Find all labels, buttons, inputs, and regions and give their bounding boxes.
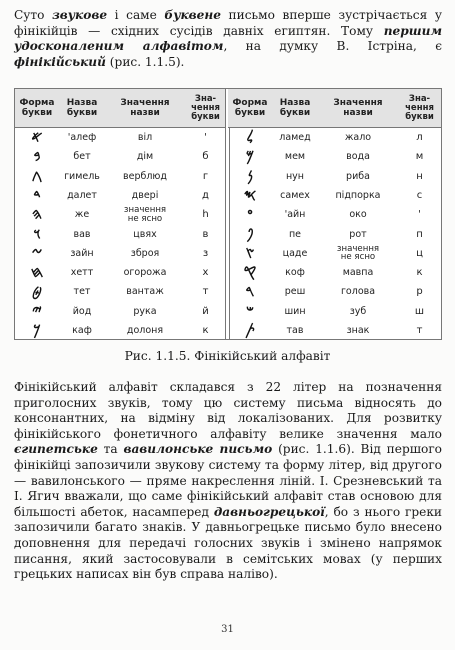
letter-glyph: 𐤌 [245, 147, 255, 166]
table-row [15, 186, 226, 205]
table-row [15, 282, 226, 301]
name-meaning: верблюд [123, 170, 167, 182]
letter-glyph: 𐤔 [246, 301, 254, 320]
letter-glyph: 𐤐 [246, 224, 254, 243]
emphasized-term: єгипетське [14, 442, 98, 457]
emphasized-term: фінікійський [14, 54, 106, 69]
name-meaning: вантаж [126, 286, 164, 298]
name-meaning: риба [346, 170, 370, 182]
table-row [228, 147, 441, 166]
table-header-right [228, 89, 441, 128]
name-meaning: знак [346, 325, 370, 336]
table-row [15, 128, 226, 147]
letter-name: бет [73, 151, 91, 163]
letter-glyph: 𐤓 [245, 282, 255, 301]
name-meaning: зуб [349, 305, 367, 317]
table-row [228, 263, 441, 282]
letter-name: ламед [279, 132, 311, 143]
letter-value: ' [204, 132, 207, 143]
page-number: 31 [221, 624, 234, 635]
letter-value: к [202, 325, 209, 336]
paragraph-text: та [97, 442, 124, 457]
letter-value: к [416, 267, 423, 279]
name-meaning: віл [137, 132, 153, 143]
figure-caption: Рис. 1.1.5. Фінікійський алфавіт [124, 349, 331, 363]
letter-glyph: 𐤅 [33, 224, 41, 243]
letter-name: реш [284, 286, 306, 298]
table-row [228, 225, 441, 244]
table-row [15, 225, 226, 244]
header-letter-form: Форма букви [232, 98, 268, 118]
letter-glyph: 𐤄 [31, 205, 43, 224]
table-row [228, 244, 441, 263]
letter-name: далет [67, 189, 97, 201]
header-letter-name: Назва букви [66, 98, 98, 118]
table-left-half [15, 89, 226, 339]
table-row [15, 302, 226, 321]
letter-name: тав [286, 325, 304, 336]
letter-value: с [416, 189, 423, 201]
header-letter-value: Зна- чення букви [405, 93, 434, 122]
paragraph-text: Фінікійський алфавіт складався з 22 літер на позначення приголосних звуків, тому цю систему письма відносять до консонантних, на відміну від локалізованих. Для розвитку фінікійського фонетичного алфавіту велике значення мало [14, 380, 446, 441]
table-right-half [228, 89, 441, 339]
table-row [15, 321, 226, 340]
letter-value: в [202, 228, 209, 240]
letter-name: нун [285, 170, 305, 182]
table-row [15, 263, 226, 282]
table-row [228, 205, 441, 224]
letter-name: вав [73, 228, 91, 240]
table-body-left [15, 128, 226, 339]
emphasized-term: давньогрецької [213, 504, 325, 519]
letter-glyph: 𐤁 [33, 147, 41, 166]
letter-value: т [202, 286, 209, 298]
letter-name: коф [285, 267, 305, 279]
name-meaning: мавпа [342, 267, 374, 279]
emphasized-term: першим удосконаленим алфавітом [14, 23, 447, 54]
letter-value: й [202, 305, 209, 317]
letter-value: б [202, 151, 209, 163]
emphasized-term: буквене [164, 8, 221, 22]
paragraph-text: (рис. 1.1.5). [105, 54, 185, 69]
name-meaning: двері [131, 189, 159, 201]
table-row [228, 167, 441, 186]
letter-value: г [202, 170, 209, 182]
letter-glyph: 𐤆 [31, 243, 43, 262]
letter-glyph: 𐤕 [245, 321, 255, 339]
letter-name: цаде [282, 247, 308, 259]
letter-value: т [416, 325, 423, 336]
letter-name: йод [72, 305, 92, 317]
header-name-meaning: Значення назви [333, 98, 383, 118]
letter-glyph: 𐤂 [31, 166, 43, 185]
letter-name: 'айн [284, 209, 306, 221]
letter-glyph: 𐤋 [246, 128, 254, 146]
name-meaning: голова [340, 286, 376, 298]
letter-name: мем [284, 151, 306, 163]
letter-value: р [416, 286, 423, 298]
intro-paragraph [14, 8, 447, 70]
header-letter-form: Форма букви [19, 98, 55, 118]
letter-glyph: 𐤒 [243, 263, 257, 282]
paragraph-text: , на думку В. Істріна, є [223, 39, 446, 54]
letter-name: шин [284, 305, 306, 317]
name-meaning: вода [346, 151, 370, 163]
letter-name: зайн [70, 247, 94, 259]
name-meaning: цвях [133, 228, 157, 240]
name-meaning: долоня [126, 325, 164, 336]
name-meaning: огорожа [123, 267, 167, 279]
phoenician-alphabet-table [14, 88, 442, 340]
name-meaning: підпорка [335, 189, 381, 201]
emphasized-term: вавилонське письмо [123, 442, 273, 457]
letter-name: 'алеф [67, 132, 97, 143]
letter-name: тет [73, 286, 91, 298]
body-paragraph [14, 380, 446, 583]
paragraph-text: і саме [107, 8, 165, 22]
letter-glyph: 𐤃 [33, 185, 41, 204]
table-row [15, 244, 226, 263]
paragraph-text: , бо з нього греки запозичили багато знаків. У давньогрецьке письмо було внесено доповнення для передачі голосних звуків і змінено напрямок писання, який застосовували в семітських мовах (у перших грецьких написах він був справа наліво). [14, 504, 446, 582]
header-name-meaning: Значення назви [120, 98, 170, 118]
letter-value: х [202, 267, 209, 279]
letter-name: гимель [64, 170, 100, 182]
letter-glyph: 𐤈 [32, 282, 42, 301]
letter-value: д [202, 189, 209, 201]
letter-glyph: 𐤇 [30, 263, 44, 282]
table-row [228, 186, 441, 205]
table-row [228, 128, 441, 147]
letter-value: ' [418, 209, 421, 221]
letter-glyph: 𐤑 [245, 243, 255, 262]
letter-name: самех [280, 189, 310, 201]
name-meaning: значення не ясно [336, 243, 380, 263]
name-meaning: око [349, 209, 367, 221]
header-letter-name: Назва букви [279, 98, 311, 118]
letter-glyph: 𐤀 [31, 128, 43, 146]
name-meaning: значення не ясно [123, 205, 167, 224]
table-row [228, 282, 441, 301]
name-meaning: дім [136, 151, 154, 163]
paragraph-text: (рис. 1.1.6). Від першого фінікійці запозичили звукову систему та форму літер, від другого — вавилонського — пряме накреслення ліній. І. Срезневський та І. Ягич вважали, що саме фінікійський алфавіт став основою для більшості абеток, насамперед [14, 442, 446, 519]
name-meaning: рот [349, 228, 367, 240]
letter-value: л [416, 132, 423, 143]
letter-glyph: 𐤎 [243, 185, 257, 204]
letter-value: з [202, 247, 209, 259]
paragraph-text: Суто [14, 8, 53, 22]
letter-name: пе [288, 228, 302, 240]
table-row [228, 302, 441, 321]
table-row [15, 147, 226, 166]
letter-value: п [416, 228, 423, 240]
letter-value: h [202, 209, 209, 221]
letter-glyph: 𐤏 [247, 205, 253, 224]
letter-value: ш [414, 305, 425, 317]
letter-value: ц [416, 247, 423, 259]
table-row [15, 205, 226, 224]
letter-value: н [416, 170, 423, 182]
letter-value: м [415, 151, 424, 163]
table-header-left [15, 89, 226, 128]
name-meaning: жало [344, 132, 372, 143]
name-meaning: рука [133, 305, 157, 317]
letter-name: каф [72, 325, 92, 336]
letter-glyph: 𐤉 [32, 301, 42, 320]
header-letter-value: Зна- чення букви [191, 93, 220, 122]
paragraph-text: письмо вперше зустрічається у фінікійців — східних сусідів давніх египтян. Тому [14, 8, 446, 38]
table-body-right [228, 128, 441, 339]
letter-glyph: 𐤊 [33, 321, 41, 339]
table-row [228, 321, 441, 340]
letter-glyph: 𐤍 [247, 166, 253, 185]
emphasized-term: звукове [52, 8, 108, 22]
letter-name: же [74, 209, 90, 221]
letter-name: хетт [70, 267, 94, 279]
table-row [15, 167, 226, 186]
name-meaning: зброя [130, 247, 160, 259]
